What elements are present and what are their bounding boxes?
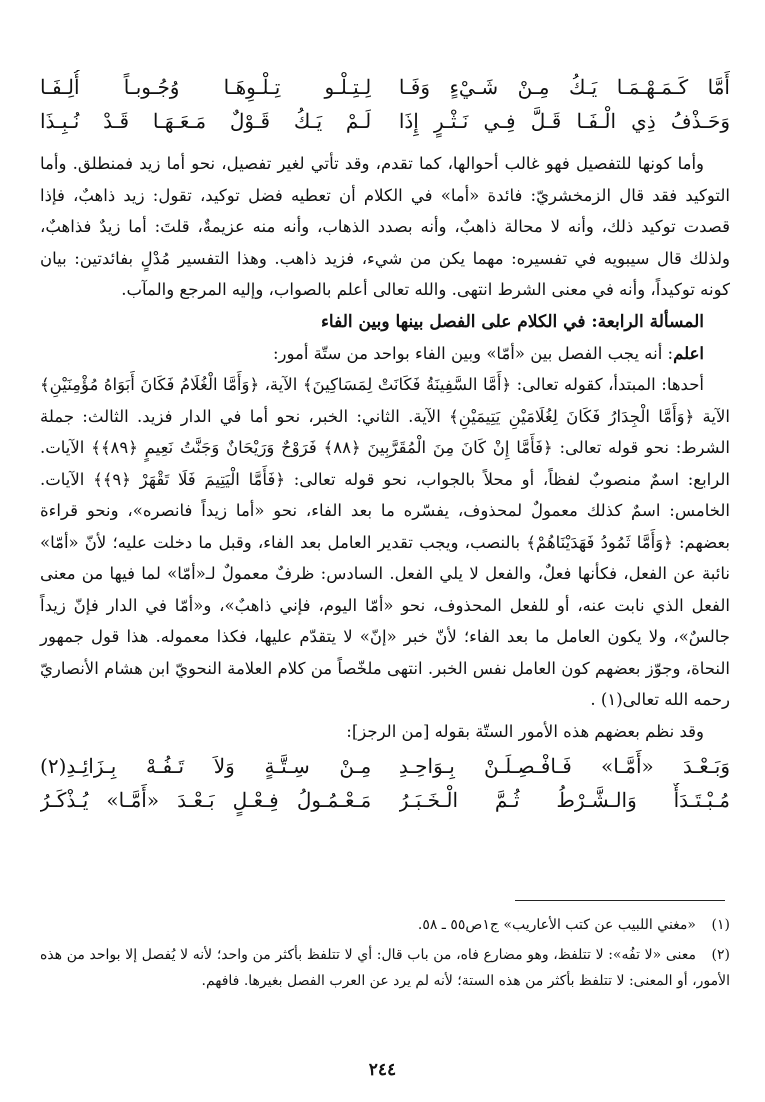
paragraph-emphasis: وأما كونها للتفصيل فهو غالب أحوالها، كما تقدم، وقد تأتي لغير تفصيل، نحو أما زيد فمنطلق. وأما التوكيد فقد قال الزمخشريّ: فائدة «أما» في الكلام أن تعطيه فضل توكيد، تقول: زيد ذاهبٌ، فإذا قصدت توكيد ذلك، وأنه لا محالة ذاهبٌ، وأنه بصدد الذهاب، وأنه منه عزيمةٌ، قلتَ: أما زيدٌ فذاهبٌ، ولذلك قال سيبويه في تفسيره: مهما يكن من شيء، فزيد ذاهب. وهذا التفسير مُدْلٍ بفائدتين: بيان كونه توكيداً، وأنه في معنى الشرط انتهى. والله تعالى أعلم بالصواب، وإليه المرجع والمآب. — [40, 154, 730, 299]
verse-hemistich-left: لِـتِـلْـو تِـلْـوِهَـا وُجُـوبـاً أُلِـفَـا — [40, 75, 372, 99]
paragraph-six-cases: أحدها: المبتدأ، كقوله تعالى: ﴿أَمَّا السَّفِينَةُ فَكَانَتْ لِمَسَاكِينَ﴾ الآية، ﴿وَأَمَّا الْغُلَامُ فَكَانَ أَبَوَاهُ مُؤْمِنَيْنِ﴾ الآية ﴿وَأَمَّا الْجِدَارُ فَكَانَ لِغُلَامَيْنِ يَتِيمَيْنِ﴾ الآية. الثاني: الخبر، نحو أما في الدار فزيد. الثالث: جملة الشرط: نحو قوله تعالى: ﴿فَأَمَّا إِنْ كَانَ مِنَ الْمُقَرَّبِينَ ﴿٨٨﴾ فَرَوْحٌ وَرَيْحَانٌ وَجَنَّتُ نَعِيمٍ ﴿٨٩﴾﴾ الآيات. الرابع: اسمٌ منصوبٌ لفظاً، أو محلاً بالجواب، نحو قوله تعالى: ﴿فَأَمَّا الْيَتِيمَ فَلَا تَقْهَرْ ﴿٩﴾﴾ الآيات. الخامس: اسمٌ كذلك معمولٌ لمحذوف، يفسّره ما بعد الفاء، نحو «أما زيداً فانصره»، ونحو قراءة بعضهم: ﴿وَأَمَّا ثَمُودُ فَهَدَيْنَاهُمْ﴾ بالنصب، ويجب تقدير العامل بعد الفاء، وقبل ما دخلت عليه؛ لأنّ «أمّا» نائبة عن الفعل، فكأنها فعلٌ، والفعل لا يلي الفعل. السادس: ظرفٌ معمولٌ لـ«أمّا» لما فيها من معنى الفعل الذي نابت عنه، أو للفعل المحذوف، نحو «أمّا اليوم، فإني ذاهبٌ»، و«أمّا في الدار فإنّ زيداً جالسٌ»، ولا يكون العامل ما بعد الفاء؛ لأنّ خبر «إنّ» لا يتقدّم عليها، فكذا معموله. هذا قول جمهور النحاة، وجوّز بعضهم كون العامل نفس الخبر. انتهى ملخّصاً من كلام العلامة النحويّ ابن هشام الأنصاريّ رحمه الله تعالى(١) . — [40, 375, 730, 709]
section-heading: المسألة الرابعة: في الكلام على الفصل بينها وبين الفاء — [320, 311, 704, 332]
verse-line-1 — [40, 70, 730, 104]
verse2-hemistich-left: مَـعْـمُـولُ فِـعْـلٍ بَـعْـدَ «أَمَّـا» يُـذْكَـرُ — [40, 788, 372, 812]
footnote-1 — [40, 912, 730, 938]
footnotes — [40, 912, 730, 998]
intro-text: : أنه يجب الفصل بين «أمّا» وبين الفاء بواحد من ستّة أمور: — [272, 343, 674, 363]
verse-line-2 — [40, 104, 730, 138]
verse2-hemistich-right: مُـبْـتَـدَأٌ وَالـشَّـرْطُ ثُـمَّ الْـخَـبَـرُ — [398, 788, 730, 812]
footnote-2 — [40, 942, 730, 994]
verse2-line-1 — [40, 749, 730, 783]
footnote-number: (٢) — [711, 947, 730, 963]
page-number: ٢٤٤ — [368, 1060, 397, 1080]
verse2-line-2 — [40, 783, 730, 817]
intro-paragraph — [40, 338, 730, 370]
footnote-divider — [515, 900, 725, 901]
verse2-hemistich-left: مِـنْ سِـتَّـةٍ وَلاَ تَـفُـهْ بِـزَائِـدِ(٢) — [40, 754, 372, 778]
verse-hemistich-right: وَحَـذْفُ ذِي الْـفَـا قَـلَّ فِـي نَـثْـرٍ إِذَا — [398, 109, 730, 133]
footnote-text: «مغني اللبيب عن كتب الأعاريب» ج١ص٥٥ ـ ٥٨. — [417, 917, 696, 933]
verse2-hemistich-right: وَبَـعْـدَ «أَمَّـا» فَـافْـصِـلَـنْ بِـوَاحِـدِ — [398, 754, 730, 778]
verse-intro: وقد نظم بعضهم هذه الأمور الستّة بقوله [من الرجز]: — [346, 721, 704, 741]
footnote-number: (١) — [711, 917, 730, 933]
page-body — [40, 70, 730, 817]
verse-hemistich-right: أَمَّا كَـمَـهْـمَـا يَـكُ مِـنْ شَـيْءٍ وَفَـا — [398, 75, 730, 99]
footnote-text: معنى «لا تفُه»: لا تتلفظ، وهو مضارع فاه، من باب قال: أي لا تتلفظ بأكثر من واحد؛ لأنه لا يُفصل إلا بواحد من هذه الأمور، أو المعنى: لا تتلفظ بأكثر من هذه الستة؛ لأنه لم يرد عن العرب الفصل بغيرها. فافهم. — [40, 947, 730, 989]
intro-label: اعلم — [673, 343, 704, 363]
verse-hemistich-left: لَـمْ يَـكُ قَـوْلٌ مَـعَـهَـا قَـدْ نُـبِـذَا — [40, 109, 372, 133]
